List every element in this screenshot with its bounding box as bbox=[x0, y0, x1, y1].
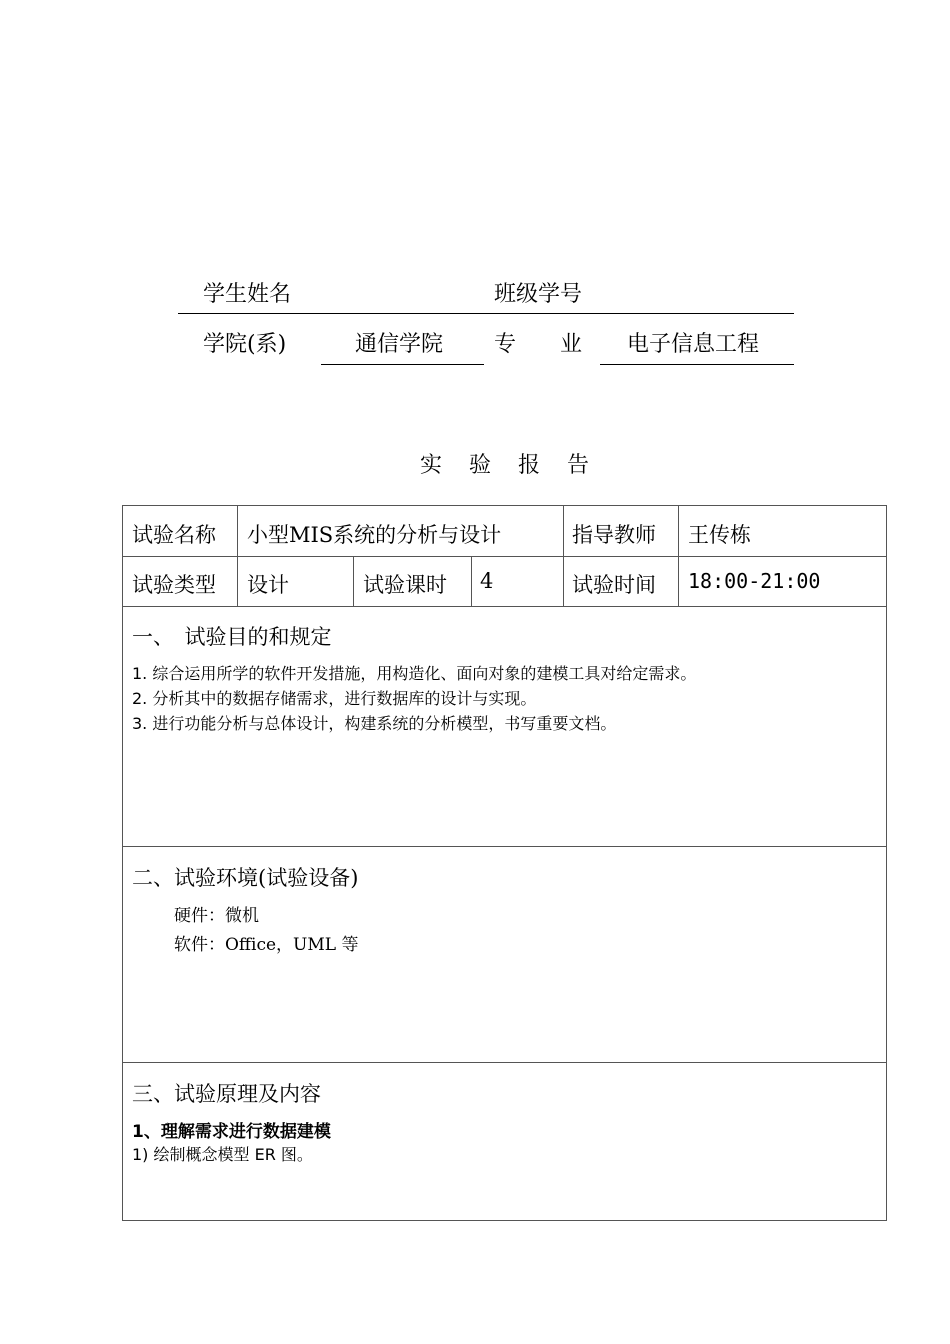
section3-item-1: 1) 绘制概念模型 ER 图。 bbox=[132, 1145, 313, 1164]
row-divider bbox=[123, 606, 886, 607]
section2-heading: 二、试验环境(试验设备) bbox=[132, 866, 359, 890]
experiment-time-value: 18:00-21:00 bbox=[688, 569, 821, 593]
report-table bbox=[122, 505, 887, 1221]
college-value: 通信学院 bbox=[355, 332, 444, 357]
teacher-label: 指导教师 bbox=[572, 523, 656, 547]
section3-heading: 三、试验原理及内容 bbox=[132, 1082, 321, 1106]
section-divider bbox=[123, 846, 886, 847]
section1-heading: 一、 试验目的和规定 bbox=[132, 625, 332, 649]
section3-subheading: 1、理解需求进行数据建模 bbox=[132, 1122, 331, 1142]
experiment-name-value: 小型MIS系统的分析与设计 bbox=[247, 523, 502, 547]
section1-item-3: 3. 进行功能分析与总体设计，构建系统的分析模型，书写重要文档。 bbox=[132, 714, 617, 733]
hardware-line: 硬件：微机 bbox=[174, 906, 259, 926]
col-divider bbox=[678, 506, 679, 606]
experiment-type-value: 设计 bbox=[247, 573, 289, 597]
col-divider bbox=[353, 556, 354, 606]
teacher-value: 王传栋 bbox=[688, 523, 751, 547]
college-label: 学院(系) bbox=[203, 332, 287, 357]
col-divider bbox=[471, 556, 472, 606]
section1-item-2: 2. 分析其中的数据存储需求，进行数据库的设计与实现。 bbox=[132, 689, 537, 708]
class-hours-value: 4 bbox=[480, 569, 494, 593]
section1-item-1: 1. 综合运用所学的软件开发措施，用构造化、面向对象的建模工具对给定需求。 bbox=[132, 664, 697, 683]
col-divider bbox=[563, 506, 564, 606]
major-underline bbox=[600, 364, 794, 365]
major-value: 电子信息工程 bbox=[627, 332, 760, 357]
col-divider bbox=[237, 506, 238, 606]
header-divider bbox=[178, 313, 794, 314]
section-divider bbox=[123, 1062, 886, 1063]
class-hours-label: 试验课时 bbox=[363, 573, 447, 597]
student-name-label: 学生姓名 bbox=[203, 282, 292, 307]
college-underline bbox=[321, 364, 484, 365]
class-id-label: 班级学号 bbox=[494, 282, 583, 307]
major-label: 专 业 bbox=[494, 332, 583, 357]
software-line: 软件：Office，UML 等 bbox=[174, 935, 359, 955]
experiment-type-label: 试验类型 bbox=[132, 573, 216, 597]
experiment-name-label: 试验名称 bbox=[132, 523, 216, 547]
report-title: 实 验 报 告 bbox=[420, 453, 599, 478]
experiment-time-label: 试验时间 bbox=[572, 573, 656, 597]
